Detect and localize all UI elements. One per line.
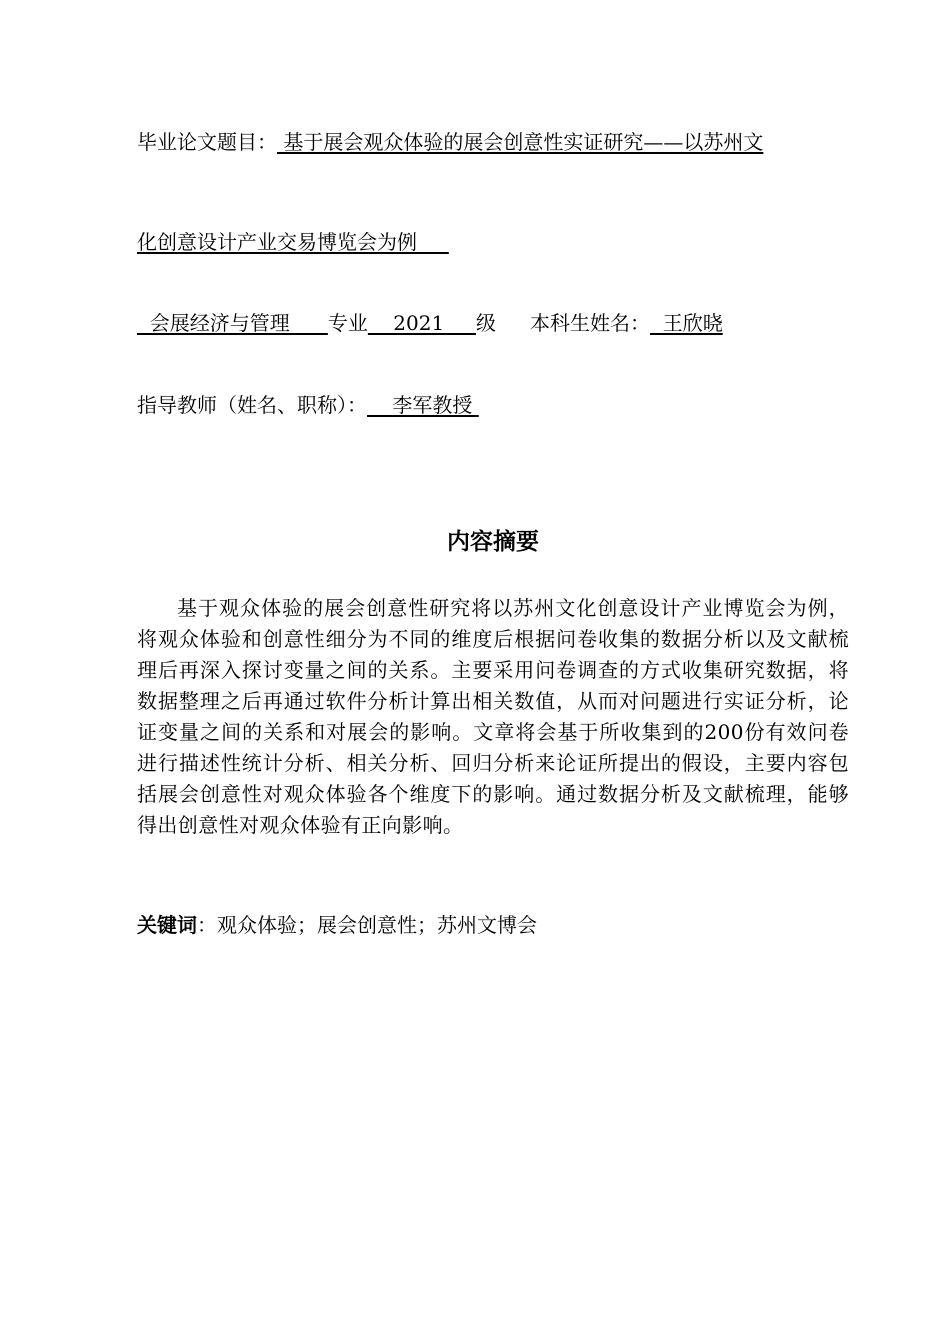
student-name-value: 王欣晓	[649, 311, 723, 335]
thesis-title-value-continued: 化创意设计产业交易博览会为例	[137, 230, 443, 254]
keywords-label: 关键词	[137, 913, 197, 937]
grade-value: 2021	[367, 311, 476, 335]
keywords-row	[137, 911, 850, 939]
student-name-label: 本科生姓名：	[529, 311, 650, 335]
abstract-heading: 内容摘要	[447, 529, 539, 555]
thesis-title-value: 基于展会观众体验的展会创意性实证研究——以苏州文	[277, 130, 764, 154]
advisor-label: 指导教师（姓名、职称）：	[137, 393, 367, 417]
thesis-title-label: 毕业论文题目：	[137, 130, 277, 154]
student-info-row	[137, 309, 850, 337]
thesis-title-continuation	[137, 228, 850, 256]
thesis-title-row	[137, 128, 850, 156]
major-value: 会展经济与管理	[137, 311, 328, 335]
keywords-colon: ：	[197, 913, 217, 937]
grade-label: 级	[475, 311, 496, 335]
advisor-row	[137, 391, 850, 419]
abstract-body: 基于观众体验的展会创意性研究将以苏州文化创意设计产业博览会为例，将观众体验和创意性细分为不同的维度后根据问卷收集的数据分析以及文献梳理后再深入探讨变量之间的关系。主要采用问卷调查的方式收集研究数据，将数据整理之后再通过软件分析计算出相关数值，从而对问题进行实证分析，论证变量之间的关系和对展会的影响。文章将会基于所收集到的200份有效问卷进行描述性统计分析、相关分析、回归分析来论证所提出的假设，主要内容包括展会创意性对观众体验各个维度下的影响。通过数据分析及文献梳理，能够得出创意性对观众体验有正向影响。	[137, 596, 849, 837]
thesis-title-trailing-blank	[442, 230, 448, 254]
major-label: 专业	[327, 311, 368, 335]
keywords-value: 观众体验；展会创意性；苏州文博会	[217, 913, 537, 937]
advisor-value: 李军教授	[367, 393, 479, 417]
